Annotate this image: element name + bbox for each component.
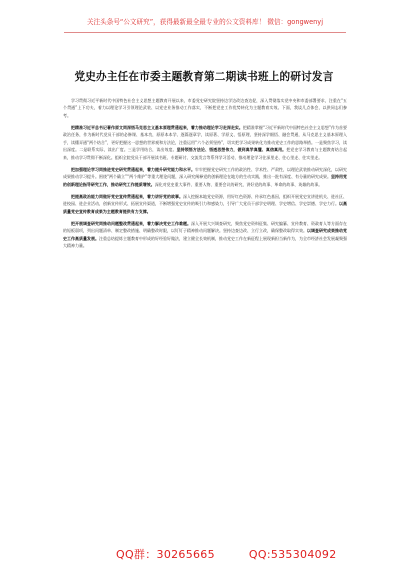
bold-run: 把提高政治能力同做好党史宣传贯通起来，着力讲好党的故事。 (71, 193, 183, 199)
footer-qq: QQ:535304092 (248, 548, 337, 561)
body-paragraph (63, 166, 347, 188)
text-run: 注重总结提炼主题教育中形成的好经验好做法，建立健全长效机制，推动党史工作在新征程上展现新担当新作为，为全市经济社会发展凝聚强大精神力量。 (63, 235, 347, 249)
document-body (63, 97, 347, 537)
body-paragraph (63, 220, 347, 249)
bold-run: 以调查研究成果推动党史工作高质量发展。 (63, 228, 347, 241)
footer-qq-group: QQ群：30265665 (116, 548, 215, 561)
body-paragraph (63, 124, 347, 161)
bold-run: 把加强理论学习同推进党史研究贯通起来，着力提升研究能力和水平。 (71, 166, 195, 172)
text-run: 深化对党史重大事件、重要人物、重要会议的研究，讲好党的故事、革命的故事、英雄的故事。 (154, 181, 323, 187)
bold-run: 坚持用党的创新理论指导研究工作，推动研究工作提质增效。 (63, 174, 347, 187)
text-run: 深入挖掘本地党史资源，用好红色资源、传承红色基因，组织开展党史宣讲进机关、进社区、进校园、进企业活动，创新宣传形式、拓展宣传渠道，不断增强党史宣传的吸引力和感染力，引导广大党员干部学史明理、学史增信、学史崇德、学史力行。 (63, 193, 347, 207)
footer-contact (116, 546, 337, 562)
text-run: 学习贯彻习近平新时代中国特色社会主义思想主题教育开展以来，市委党史研究院坚持边学边改边查边促，深入贯彻落实党中央和市委部署要求，注重在“五个贯通”上下功夫，着力以理论学习引领理论武装、以党史业务推动工作落实，不断把党史工作优势转化为主题教育实效。下面，我谈几点体会，以供同志们参考。 (63, 98, 347, 118)
text-run: 深入开展大兴调查研究，聚焦党史资料征集、研究编纂、宣传教育、资政育人等方面存在的短板弱项，列出问题清单、制定整改措施、明确整改时限，以钉钉子精神推动问题解决。坚持边查边改、立行立改，确保整改取得实效。 (63, 221, 347, 234)
header-banner: 关注头条号“公文研究”，获得最新最全最专业的公文资料库！ 微信：gongwenyj (64, 14, 346, 33)
text-run: 把精准掌握“习近平新时代中国特色社会主义思想”作为首要政治任务，作为新时代党员干部的必修课、基本功，原原本本学、逐篇逐章学，读原著、学原文、悟原理，坚持深学细悟、融会贯通，从马克思主义基本原理入手，读懂弄通“两个结合”，更好把握这一思想的世界观和方法论，注重运用“六个必须坚持”，切实把学习成果转化为推动党史工作的思路举措。一是聚焦学习，读出深度。二是联系实际，读出广度。三是学用结合，读出效度。 (63, 125, 347, 153)
document-title: 党史办主任在市委主题教育第二期读书班上的研讨发言 (74, 71, 334, 83)
text-run: 牢牢把握党史研究工作的政治性、学术性、严肃性，以理论武装推动研究深化，以研究成果推动学习提升。围绕“两个确立”“两个维护”等重大理论问题，深入研究阐释党的创新理论在地方的生动实践，推出一批有深度、有分量的研究成果。 (63, 166, 347, 180)
bold-run: 把精准习近平总书记著作原文同深悟马克思主义基本原理贯通起来，着力推动理论学习走深走实。 (71, 125, 243, 131)
body-paragraph (63, 97, 347, 119)
bold-run: 坚持领悟方法论、悟透思想伟力，做到真学真懂、真信真用。 (176, 147, 287, 153)
bold-run: 以高质量党史宣传教育成果为主题教育提供有力支撑。 (63, 201, 347, 214)
bold-run: 把开展调查研究同推动问题整改贯通起来，着力解决党史工作难题。 (71, 221, 192, 227)
body-paragraph (63, 193, 347, 215)
text-run: 把党史学习教育与主题教育结合起来，推动学习贯彻不断深化。组织全院党员干部开展读书班、专题研讨、交流发言等系列学习活动，推动理论学习往深里走、往心里走、往实里走。 (63, 147, 347, 160)
